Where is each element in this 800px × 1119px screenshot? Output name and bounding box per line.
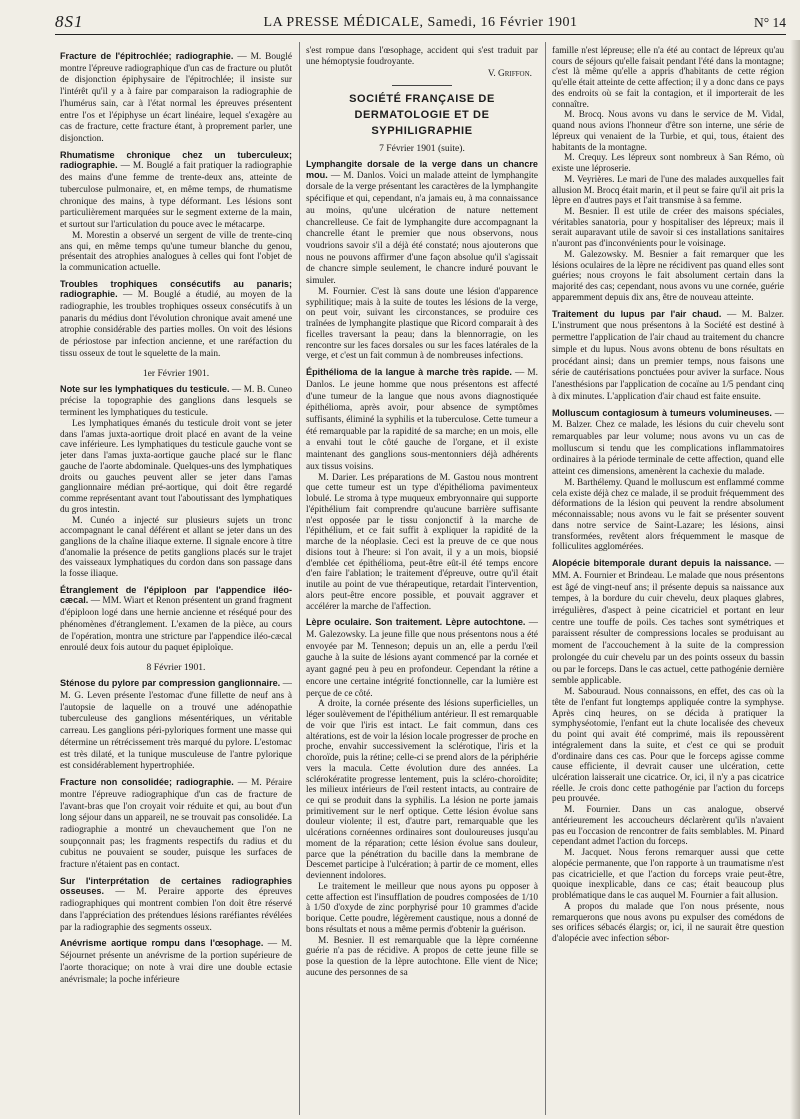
section-paragraph [60, 150, 292, 231]
session-date: 8 Février 1901. [146, 662, 206, 674]
society-session-date: 7 Février 1901 (suite). [379, 143, 465, 155]
section-heading: Molluscum contagiosum à tumeurs volumineuses. [552, 407, 772, 418]
section-text: — M. Bouglé montre l'épreuve radiographique d'un cas de fracture ou plutôt de disjonction épiphysaire de l'épitrochlée; il insiste sur l'intérêt qu'il y a à faire par comparaison la radiographie de l'humérus sain, car à l'état normal les épreuves présentent entre l'os et l'épiphyse un écart linéaire, lequel s'exagère au cas de fracture, cette fracture étant, à proprement parler, une disjonction. [60, 52, 292, 145]
section-heading: Lymphangite dorsale de la verge dans un chancre mou. [306, 159, 538, 180]
body-paragraph: M. Veyrières. Le mari de l'une des malades auxquelles fait allusion M. Brocq était marin, et il peut se faire qu'il ait pris la lèpre en d'autres pays et l'ait transmise à sa femme. [552, 174, 784, 207]
column-divider-2 [545, 42, 546, 1115]
body-paragraph: M. Morestin a observé un sergent de ville de trente-cinq ans qui, en même temps qu'une tumeur blanche du genou, présentait des atrophies analogues à celles qui font l'objet de la communication actuelle. [60, 230, 292, 273]
body-paragraph: M. Fournier. Dans un cas analogue, observé antérieurement les accoucheurs déclarèrent qu'ils n'avaient pas eu l'occasion de rencontrer de faits semblables. M. Pinard cependant admet l'action du forceps. [552, 805, 784, 848]
body-paragraph: M. Barthélemy. Quand le molluscum est enflammé comme cela existe déjà chez ce malade, il se produit fréquemment des déformations de la lésion qui peuvent la rendre absolument méconnaissable; nous avons vu le fait se présenter souvent dans notre service de Saint-Lazare; les lésions, ainsi transformées, revêtent alors fréquemment le masque de folliculites agglomérées. [552, 477, 784, 553]
body-paragraph: M. Cunéo a injecté sur plusieurs sujets un tronc accompagnant le canal déférent et allant se jeter dans un des ganglions de la chaîne iliaque externe. Il signale encore à titre d'anomalie la présence de petits ganglions placés sur le trajet des vaisseaux lymphatiques du cordon dans son passage dans la fosse iliaque. [60, 515, 292, 580]
section-heading: Rhumatisme chronique chez un tuberculeux; radiographie. [60, 149, 292, 171]
section-heading: Sur l'interprétation de certaines radiographies osseuses. [60, 875, 292, 897]
column-3 [552, 46, 784, 1113]
body-paragraph: M. Fournier. C'est là sans doute une lésion d'apparence syphilitique; mais à la suite de toutes les lésions de la verge, on peut voir, suivant les circonstances, se produire ces traînées de lymphangite plastique que Ricord comparait à des ficelles traversant la peau; dans la blennorragie, on les rencontre sur les faces dorsales ou sur les faces latérales de la verge, et c'est un fait commun à de nombreuses infections. [306, 286, 538, 362]
body-paragraph: M. Galezowsky. M. Besnier a fait remarquer que les lésions oculaires de la lèpre ne récidivent pas quand elles sont guéries; nous croyons le fait absolument certain dans la majorité des cas; cependant, nous avons vu une cornée, guérie apparemment depuis dix ans, être de nouveau atteinte. [552, 249, 784, 303]
section-text: — M. Balzer. Chez ce malade, les lésions du cuir chevelu sont remarquables par leur volume; nous avons vu un cas de molluscum si tendu que les complications inflammatoires ordinaires à la période terminale de cette affection, quand elle atteint ces dimensions, amenèrent la cachexie du malade. [552, 408, 784, 478]
section-text: — M. Péraire montre l'épreuve radiographique d'un cas de fracture de l'avant-bras que l'on croyait voir réduite et qui, au bout d'un long séjour dans un appareil, ne se trouvait pas consolidée. La radiographie a montré un chevauchement que l'on ne soupçonnait pas; les fragments respectifs du radius et du cubitus ne pouvaient se souder, puisque les surfaces de fracture n'étaient pas en contact. [60, 778, 292, 871]
section-heading: Fracture de l'épitrochlée; radiographie. [60, 51, 234, 61]
body-paragraph: Les lymphatiques émanés du testicule droit vont se jeter dans l'amas juxta-aortique droit placé en avant de la veine cave inférieure. Les lymphatiques du testicule gauche vont se jeter dans l'amas juxta-aortique gauche placé sur le flanc gauche de l'aorte abdominale. Quelques-uns des lymphatiques droits ou gauches peuvent aller se jeter dans l'amas ganglionnaire médian pré-aortique, qui doit être regardé comme représentant avant tout l'aboutissant des lymphatiques du gros intestin. [60, 418, 292, 515]
section-paragraph [552, 558, 784, 687]
body-paragraph: M. Brocq. Nous avons vu dans le service de M. Vidal, quand nous avions l'honneur d'être son interne, une série de lépreux qui venaient de la Turbie, et qui, tous, étaient des habitants de la montagne. [552, 110, 784, 153]
section-paragraph [60, 876, 292, 933]
page-header [55, 12, 786, 34]
section-text: — MM. Wiart et Renon présentent un grand fragment d'épiploon logé dans une hernie ancienne et réséqué pour des phénomènes d'étranglement. L'examen de la pièce, au cours de l'opération, montra une stricture par l'appendice iléo-cæcal enroulé deux fois autour du paquet épiploïque. [60, 596, 292, 654]
section-text: — M. B. Cuneo précise la topographie des ganglions dans lesquels se terminent les lymphatiques du testicule. [60, 384, 292, 419]
section-paragraph [306, 159, 538, 287]
section-paragraph [60, 938, 292, 985]
section-paragraph [60, 384, 292, 419]
section-paragraph [60, 678, 292, 772]
section-heading: Étranglement de l'épiploon par l'appendice iléo-cæcal. [60, 584, 292, 606]
section-paragraph [60, 777, 292, 871]
body-paragraph: Le traitement le meilleur que nous ayons pu opposer à cette affection est l'insufflation de poudres composées de 1/10 à 1/50 d'oxyde de zinc porphyrisé pour 10 grammes d'acide borique. Cette poudre, légèrement caustique, nous a donné de bons résultats et nous a même permis d'obtenir la guérison. [306, 881, 538, 935]
section-heading: Alopécie bitemporale durant depuis la naissance. [552, 558, 772, 569]
issue-number: N° 14 [753, 15, 786, 30]
section-paragraph [60, 51, 292, 145]
section-text: — M. Séjournet présente un anévrisme de la portion supérieure de l'aorte thoracique; on note à vrai dire une double ectasie anévrismale; la poche inférieure [60, 939, 292, 985]
section-text: — M. Bouglé a fait pratiquer la radiographie des mains d'une femme de trente-deux ans, atteinte de tuberculose pulmonaire, et, en même temps, de rhumatisme chronique des mains, à type déformant. Les lésions sont particulièrement marquées sur le segment externe de la main, et surtout sur l'articulation du pouce avec le métacarpe. [60, 161, 292, 231]
column-2 [306, 46, 538, 1113]
section-heading: Épithélioma de la langue à marche très rapide. [306, 367, 512, 378]
section-paragraph [306, 367, 538, 473]
section-heading: Lèpre oculaire. Son traitement. Lèpre autochtone. [306, 617, 526, 628]
header-rule [55, 34, 786, 35]
page-number: 8S1 [55, 12, 84, 31]
section-text: — M. G. Leven présente l'estomac d'une fillette de neuf ans à l'autopsie de laquelle on a trouvé une adénopathie tuberculeuse des ganglions mésentériques, un véritable carreau. Les ganglions péri-pyloriques forment une masse qui détermine un rétrécissement très marqué du pylore. L'estomac est très dilaté, et la tunique musculeuse de l'antre pylorique est considérablement hypertrophiée. [60, 679, 292, 772]
section-text: — MM. A. Fournier et Brindeau. Le malade que nous présentons est âgé de vingt-neuf ans; il présente depuis sa naissance aux tempes, à la bordure du cuir chevelu, deux plaques glabres, irrégulières, d'aspect à peine cicatriciel et portant en leur centre une touffe de poils. Ces taches sont symétriques et paraissent résulter de compressions locales se produisant au moment de l'accouchement à la suite de la compression prolongée du cuir chevelu par un des points osseux du bassin ou par le forceps. Dans le cas actuel, cette pathogénie dernière semble applicable. [552, 559, 784, 687]
body-paragraph: famille n'est lépreuse; elle n'a été au contact de lépreux qu'au cours de séjours qu'elle faisait pendant l'été dans la montagne; c'est là même qu'elle a appris d'habitants de cette région qu'elle était atteinte de cette affection; il y a donc dans ce pays des endroits où se fait la contagion, et il importerait de les connaître. [552, 46, 784, 110]
section-paragraph [60, 585, 292, 654]
column-1 [60, 46, 292, 1113]
section-heading: Fracture non consolidée; radiographie. [60, 777, 234, 788]
section-heading: Troubles trophiques consécutifs au panaris; radiographie. [60, 278, 292, 300]
society-title: SOCIÉTÉ FRANÇAISE DE DERMATOLOGIE ET DE SYPHILIGRAPHIE [349, 93, 495, 138]
body-paragraph: M. Crequy. Les lépreux sont nombreux à San Rémo, où existe une léproserie. [552, 153, 784, 175]
section-text: — M. Balzer. L'instrument que nous présentons à la Société est destiné à permettre l'application de l'air chaud au traitement du chancre simple et du lupus. Nous avons obtenu de bons résultats en procédant ainsi; dans un premier temps, nous faisons une série de cautérisations ponctuées pour aviver la surface. Nous l'anesthésions par l'application de cocaïne au 1/5 pendant cinq à dix minutes. L'application d'air chaud est faite ensuite. [552, 309, 784, 402]
author-signature: V. Griffon. [487, 69, 532, 80]
body-paragraph: A droite, la cornée présente des lésions superficielles, un léger soulèvement de l'épithélium antérieur. Il est remarquable de voir que l'iris est intact. Le fait commun, dans ces altérations, est de voir la lésion locale progresser de proche en proche, envahir successivement la sclérotique, l'iris et la choroïde, puis la rétine; celle-ci se prend alors de la périphérie vers la macula. Cette évolution dure des années. La sclérokératite progresse lentement, puis la scléro-choroïdite; les milieux intérieurs de l'œil restent intacts, au contraire de ce qui se produit dans la syphilis. La lésion ne porte jamais primitivement sur le nerf optique. Cette lésion évolue sans douleur violente; il est, d'autre part, remarquable que les ulcérations cornéennes ordinaires sont douloureuses jusqu'au moment de la réparation; cette lésion évolue sans douleur, parce que la pénétration du bacille dans la membrane de Descemet participe à l'ulcération; à partir de ce moment, elles deviennent indolores. [306, 699, 538, 882]
running-title: LA PRESSE MÉDICALE, Samedi, 16 Février 1901 [263, 15, 578, 30]
section-paragraph [306, 617, 538, 699]
body-paragraph: M. Besnier. Il est utile de créer des maisons spéciales, véritables sanatoria, pour y hospitaliser des lépreux; mais il serait auparavant utile de savoir si ces installations sanitaires n'auront pas d'inconvénients pour le voisinage. [552, 207, 784, 250]
section-text: — M. Peraire apporte des épreuves radiographiques qui montrent combien l'on doit être réservé dans l'appréciation des prétendues lésions raréfiantes révélées par la radiographie des segments osseux. [60, 887, 292, 933]
section-text: — M. Danlos. Le jeune homme que nous présentons est affecté d'une tumeur de la langue que nous avons diagnostiquée épithélioma, après avoir, pour absence de symptômes suffisants, éliminé la syphilis et la tuberculose. Cette tumeur a été remarquable par la rapidité de sa marche; en un mois, elle a envahi tout le côté gauche de l'organe, et il existe maintenant des ganglions sous-mentonniers déjà adhérents aux tissus voisins. [306, 368, 538, 472]
column-divider-1 [299, 42, 300, 1115]
body-paragraph: M. Darier. Les préparations de M. Gastou nous montrent que cette tumeur est un type d'épithélioma pavimenteux lobulé. Le stroma à type muqueux embryonnaire qui supporte l'épithélium fait comprendre qu'aucune barrière suffisante n'est opposée par le tissu conjonctif à la marche de l'épithélium, et ce fait suffit à expliquer la rapidité de la marche de la néoplasie. Ceci est la preuve de ce que nous disions tout à l'heure: si l'on avait, il y a un mois, biopsié d'emblée cet épithélioma, peut-être eût-il été temps encore d'en faire l'ablation; le traitement d'épreuve, outre qu'il était inutile au point de vue thérapeutique, retardait l'intervention, alors peut-être encore possible, et pouvait aggraver et accélérer la marche de l'affection. [306, 472, 538, 612]
session-date: 1er Février 1901. [142, 367, 210, 379]
section-heading: Sténose du pylore par compression ganglionnaire. [60, 678, 281, 689]
body-paragraph: A propos du malade que l'on nous présente, nous remarquerons que nous avons pu expulser des comédons de ses orifices sébacés élargis; or, ici, il ne saurait être question d'alopécie avec infection sébor- [552, 901, 784, 945]
page-edge-shadow [790, 40, 800, 1119]
section-heading: Note sur les lymphatiques du testicule. [60, 383, 230, 394]
section-paragraph [552, 408, 784, 478]
section-text: — M. Danlos. Voici un malade atteint de lymphangite dorsale de la verge présentant les caractères de la lymphangite spécifique et qui, cependant, n'a jamais eu, à ma connaissance au moins, qu'une ulcération de nature nettement chancrelleuse. Ce fait de lymphangite dure accompagnant la chancrelle étant le premier que nous observons, nous voudrions savoir s'il a déjà été constaté; nous ajouterons que nous ne pouvons affirmer d'une façon absolue qu'il s'agissait de chancre simple seulement, le chancre induré pouvant le simuler. [306, 170, 538, 287]
body-paragraph: M. Sabouraud. Nous connaissons, en effet, des cas où la tête de l'enfant fut longtemps appliquée contre la symphyse. Après cinq heures, on se décida à pratiquer la symphyséotomie, l'enfant eut la chute localisée des cheveux du point qui avait été comprimé, mais ils repoussèrent intégralement dans la suite, et c'est ce qui se produit d'ordinaire dans ces cas. Pour que le forceps agisse comme cause efficiente, il devrait causer une ulcération, cette ulcération laisserait une cicatrice. Or, ici, il n'y a pas cicatrice réelle. Je crois donc cette pathogénie par l'action du forceps peu prouvée. [552, 687, 784, 805]
section-text: — M. Galezowsky. La jeune fille que nous présentons nous a été envoyée par M. Tenneson; depuis un an, elle a perdu l'œil gauche à la suite de lésions ayant commencé par la cornée et ayant gagné peu à peu en profondeur. Cependant la rétine a encore une certaine intégrité fonctionnelle, car la lumière est perçue de ce côté. [306, 618, 538, 699]
section-text: — M. Bouglé a étudié, au moyen de la radiographie, les troubles trophiques osseux consécutifs à un panaris du médius dont l'évolution chronique avait amené une atrophie considérable des parties molles. On voit des lésions de périostose par infection ancienne, et une raréfaction du tissu osseux de tout le squelette de la main. [60, 290, 292, 359]
section-paragraph [552, 309, 784, 403]
body-paragraph: s'est rompue dans l'œsophage, accident qui s'est traduit par une hémoptysie foudroyante. [306, 46, 538, 67]
section-paragraph [60, 279, 292, 360]
section-separator [392, 85, 452, 86]
body-paragraph: M. Besnier. Il est remarquable que la lèpre cornéenne guérie n'a pas de récidive. A propos de cette jeune fille se pose la question de la lèpre autochtone. Elle vient de Nice; aucune des personnes de sa [306, 935, 538, 978]
body-paragraph: M. Jacquet. Nous ferons remarquer aussi que cette alopécie permanente, que l'on rapporte à un traumatisme n'est pas cicatricielle, et que l'action du forceps vraie peut-être, quoique inexplicable, dans ce cas; était beaucoup plus problématique dans le cas auquel M. Fournier a fait allusion. [552, 848, 784, 902]
section-heading: Traitement du lupus par l'air chaud. [552, 308, 722, 319]
section-heading: Anévrisme aortique rompu dans l'œsophage. [60, 938, 264, 949]
